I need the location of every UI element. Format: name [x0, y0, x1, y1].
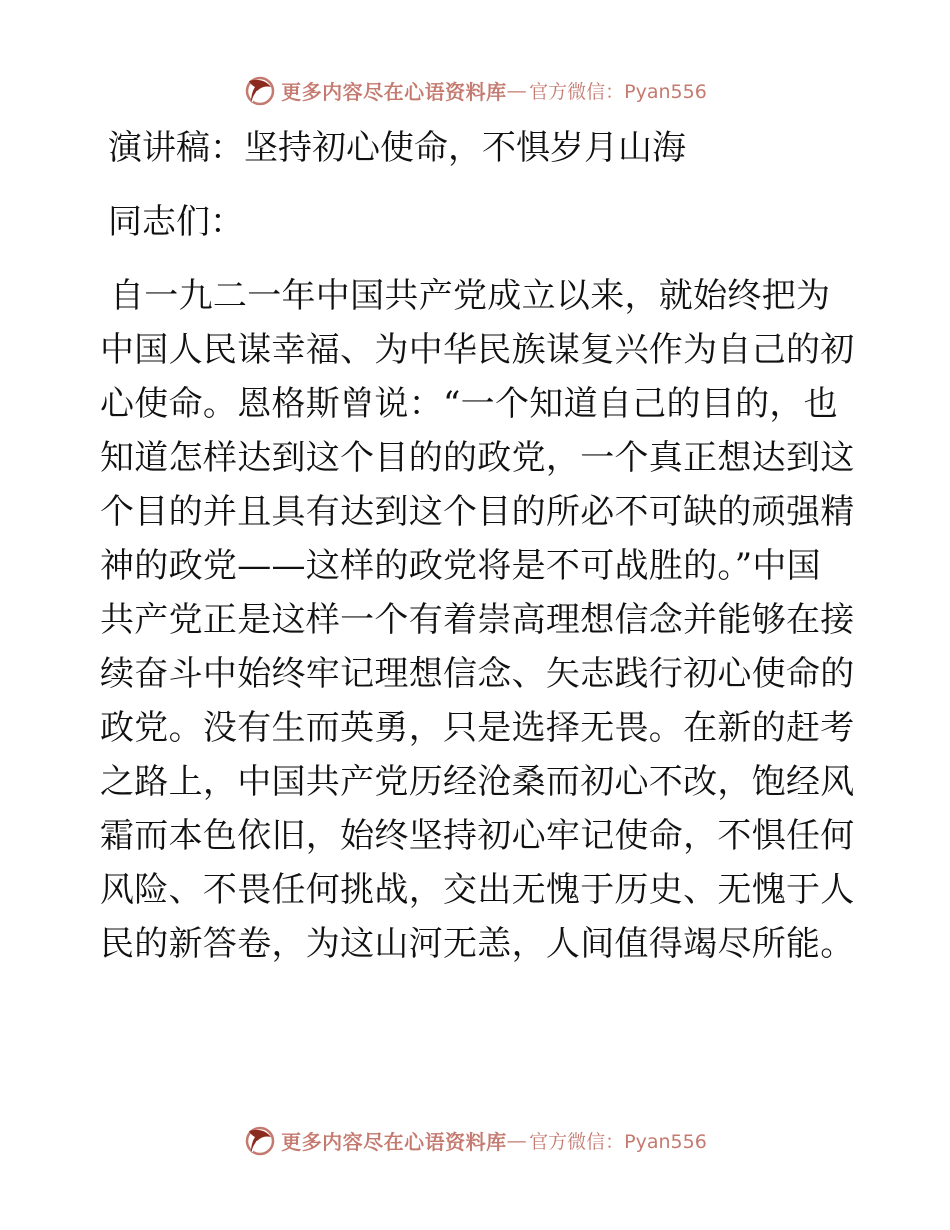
banner-text: 更多内容尽在心语资料库 — [281, 1129, 507, 1154]
paragraph-line: 霜而本色依旧，始终坚持初心牢记使命，不惧任何 — [100, 816, 855, 856]
banner-dash: — — [506, 78, 528, 102]
banner-wechat: 官方微信：Pyan556 — [529, 80, 707, 103]
quill-pen-logo-icon — [243, 1123, 277, 1157]
quill-pen-logo-icon — [243, 73, 277, 107]
banner-dash: — — [506, 1128, 528, 1152]
paragraph-line: 中国人民谋幸福、为中华民族谋复兴作为自己的初 — [100, 330, 855, 370]
paragraph-line: 知道怎样达到这个目的的政党，一个真正想达到这 — [100, 438, 855, 478]
paragraph-line: 个目的并且具有达到这个目的所必不可缺的顽强精 — [100, 492, 855, 532]
header-banner — [0, 70, 950, 110]
paragraph-line: 自一九二一年中国共产党成立以来，就始终把为 — [110, 276, 831, 316]
footer-banner — [0, 1120, 950, 1160]
greeting: 同志们： — [108, 202, 244, 242]
paragraph-line: 之路上，中国共产党历经沧桑而初心不改，饱经风 — [100, 762, 855, 802]
paragraph-line: 续奋斗中始终牢记理想信念、矢志践行初心使命的 — [100, 654, 855, 694]
paragraph-line: 民的新答卷，为这山河无恙，人间值得竭尽所能。 — [100, 924, 855, 964]
paragraph-line: 共产党正是这样一个有着崇高理想信念并能够在接 — [100, 600, 855, 640]
banner-wechat: 官方微信：Pyan556 — [529, 1130, 707, 1153]
paragraph-line: 政党。没有生而英勇，只是选择无畏。在新的赶考 — [100, 708, 855, 748]
paragraph-line: 风险、不畏任何挑战，交出无愧于历史、无愧于人 — [100, 870, 855, 910]
paragraph-line: 心使命。恩格斯曾说：“一个知道自己的目的，也 — [100, 384, 838, 424]
document-title: 演讲稿：坚持初心使命，不惧岁月山海 — [108, 128, 686, 168]
paragraph-line: 神的政党——这样的政党将是不可战胜的。”中国 — [100, 546, 821, 586]
banner-text: 更多内容尽在心语资料库 — [281, 79, 507, 104]
body-paragraph — [100, 274, 855, 976]
